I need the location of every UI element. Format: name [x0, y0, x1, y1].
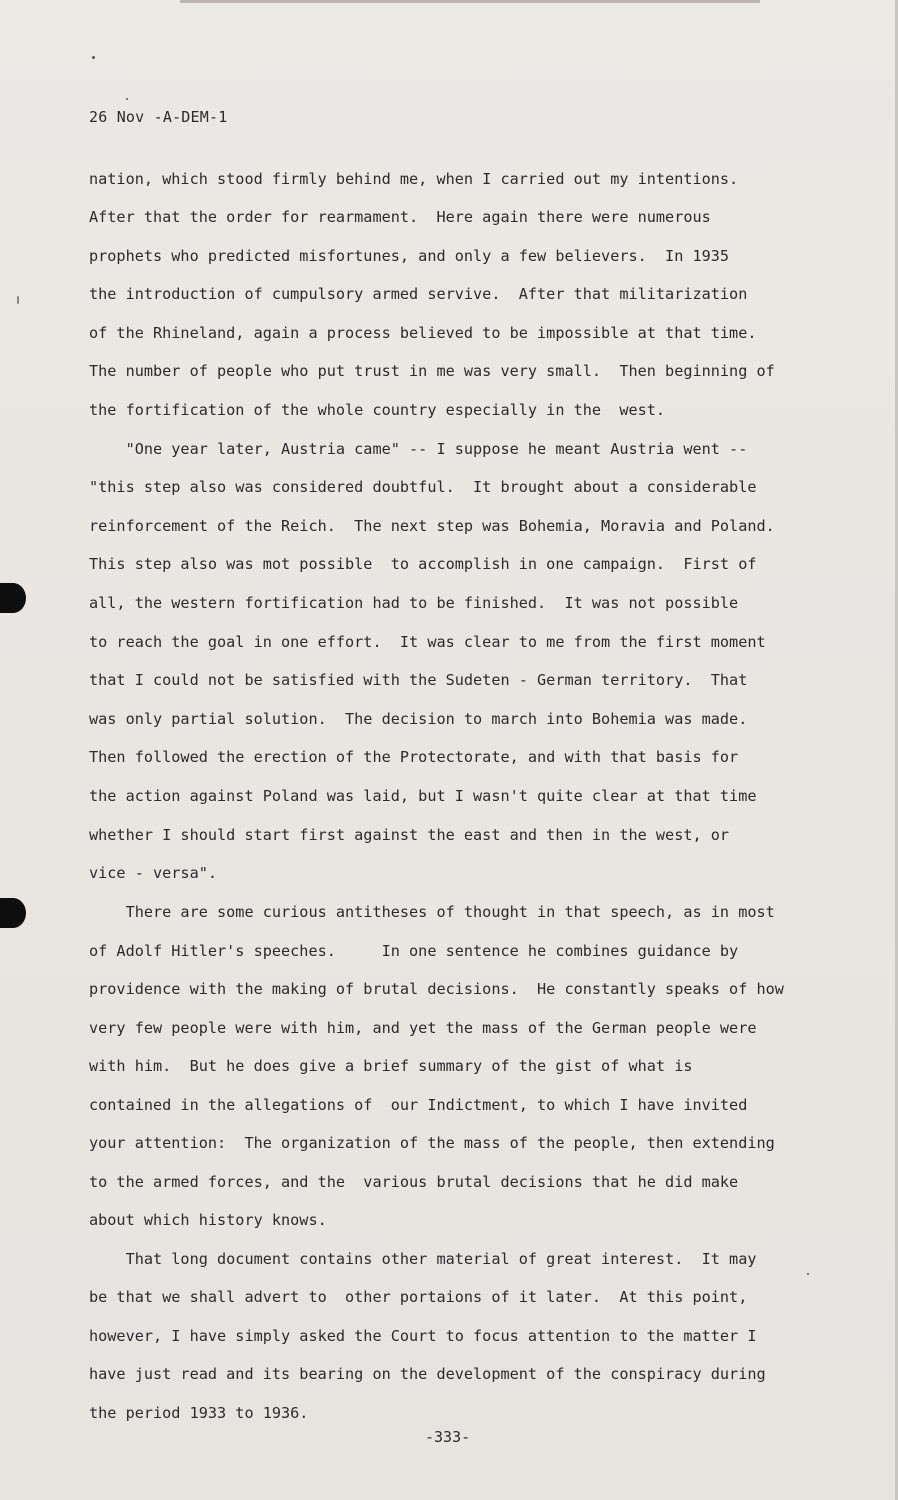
text-line: the period 1933 to 1936. — [89, 1404, 309, 1422]
paper-speck — [92, 56, 95, 59]
text-line: of Adolf Hitler's speeches. In one sentence he combines guidance by — [89, 942, 739, 960]
text-line: providence with the making of brutal decisions. He constantly speaks of how — [89, 980, 784, 998]
text-line: the fortification of the whole country especially in the west. — [89, 401, 666, 419]
text-line: of the Rhineland, again a process believed to be impossible at that time. — [89, 324, 757, 342]
text-line: with him. But he does give a brief summary of the gist of what is — [89, 1057, 693, 1075]
text-line: Then followed the erection of the Protectorate, and with that basis for — [89, 748, 739, 766]
text-line: prophets who predicted misfortunes, and only a few believers. In 1935 — [89, 247, 730, 265]
text-line: the introduction of cumpulsory armed servive. After that militarization — [89, 285, 748, 303]
punch-hole — [0, 583, 26, 613]
text-line: contained in the allegations of our Indictment, to which I have invited — [89, 1096, 748, 1114]
text-line: The number of people who put trust in me was very small. Then beginning of — [89, 362, 775, 380]
punch-hole — [0, 898, 26, 928]
text-line: be that we shall advert to other portaions of it later. At this point, — [89, 1288, 748, 1306]
text-line: to the armed forces, and the various brutal decisions that he did make — [89, 1173, 739, 1191]
text-line: This step also was mot possible to accomplish in one campaign. First of — [89, 555, 757, 573]
text-line: very few people were with him, and yet the mass of the German people were — [89, 1019, 757, 1037]
paper-top-edge — [180, 0, 760, 3]
text-line: "One year later, Austria came" -- I suppose he meant Austria went -- — [89, 440, 748, 458]
text-line: that I could not be satisfied with the Sudeten - German territory. That — [89, 671, 748, 689]
text-line: the action against Poland was laid, but I wasn't quite clear at that time — [89, 787, 757, 805]
text-line: have just read and its bearing on the development of the conspiracy during — [89, 1365, 766, 1383]
text-line: That long document contains other material of great interest. It may — [89, 1250, 757, 1268]
text-line: about which history knows. — [89, 1211, 327, 1229]
document-reference: 26 Nov -A-DEM-1 — [89, 108, 228, 126]
text-line: nation, which stood firmly behind me, when I carried out my intentions. — [89, 170, 739, 188]
text-line: all, the western fortification had to be finished. It was not possible — [89, 594, 739, 612]
paper-speck — [126, 98, 128, 100]
text-line: There are some curious antitheses of thought in that speech, as in most — [89, 903, 775, 921]
text-line: vice - versa". — [89, 864, 218, 882]
text-line: to reach the goal in one effort. It was clear to me from the first moment — [89, 633, 766, 651]
text-line: your attention: The organization of the mass of the people, then extending — [89, 1134, 775, 1152]
page-number: -333- — [425, 1428, 471, 1446]
text-line: was only partial solution. The decision to march into Bohemia was made. — [89, 710, 748, 728]
paper-speck — [807, 1273, 809, 1275]
text-line: whether I should start first against the east and then in the west, or — [89, 826, 730, 844]
text-line: "this step also was considered doubtful. It brought about a considerable — [89, 478, 757, 496]
paper-mark — [17, 296, 19, 304]
text-line: however, I have simply asked the Court to focus attention to the matter I — [89, 1327, 757, 1345]
text-line: After that the order for rearmament. Here again there were numerous — [89, 208, 711, 226]
text-line: reinforcement of the Reich. The next step was Bohemia, Moravia and Poland. — [89, 517, 775, 535]
